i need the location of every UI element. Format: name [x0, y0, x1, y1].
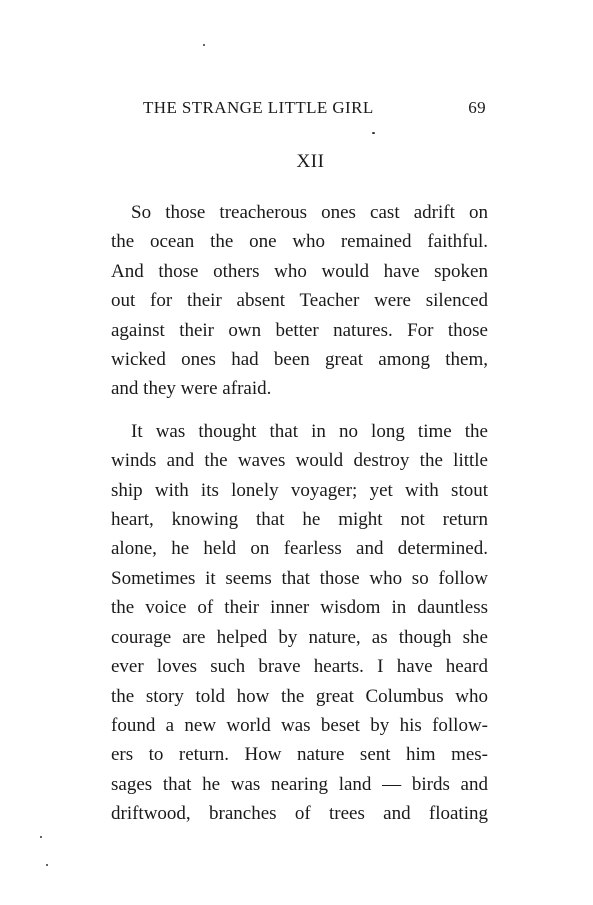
text-line: found a new world was beset by his follow- — [111, 714, 488, 736]
scan-speck — [372, 132, 375, 134]
chapter-heading: XII — [296, 151, 325, 172]
text-line: out for their absent Teacher were silenced — [111, 290, 488, 312]
paragraph-2 — [91, 417, 488, 829]
text-line: and they were afraid. — [111, 378, 272, 400]
text-line: the voice of their inner wisdom in dauntless — [111, 597, 488, 619]
scan-speck — [40, 836, 42, 838]
paragraph-1 — [91, 198, 488, 404]
body-text — [91, 198, 488, 829]
page-number: 69 — [468, 98, 486, 117]
text-line: It was thought that in no long time the — [131, 420, 488, 442]
text-line: Sometimes it seems that those who so follow — [111, 567, 488, 589]
scan-speck — [46, 864, 48, 866]
text-line: ship with its lonely voyager; yet with stout — [111, 479, 488, 501]
text-line: the story told how the great Columbus who — [111, 685, 488, 707]
text-line: against their own better natures. For those — [111, 319, 488, 341]
running-title: THE STRANGE LITTLE GIRL — [143, 98, 374, 117]
text-line: ers to return. How nature sent him mes- — [111, 744, 488, 766]
text-line: the ocean the one who remained faithful. — [111, 231, 488, 253]
text-line: And those others who would have spoken — [111, 260, 488, 282]
text-line: courage are helped by nature, as though she — [111, 626, 488, 648]
text-line: sages that he was nearing land — birds and — [111, 773, 488, 795]
text-line: heart, knowing that he might not return — [111, 509, 488, 531]
text-line: alone, he held on fearless and determined. — [111, 538, 488, 560]
text-line: wicked ones had been great among them, — [111, 349, 488, 371]
scan-speck — [203, 44, 205, 46]
text-line: So those treacherous ones cast adrift on — [131, 202, 488, 223]
text-line: winds and the waves would destroy the little — [111, 450, 488, 472]
text-line: driftwood, branches of trees and floating — [111, 803, 488, 825]
text-line: ever loves such brave hearts. I have heard — [111, 656, 488, 678]
